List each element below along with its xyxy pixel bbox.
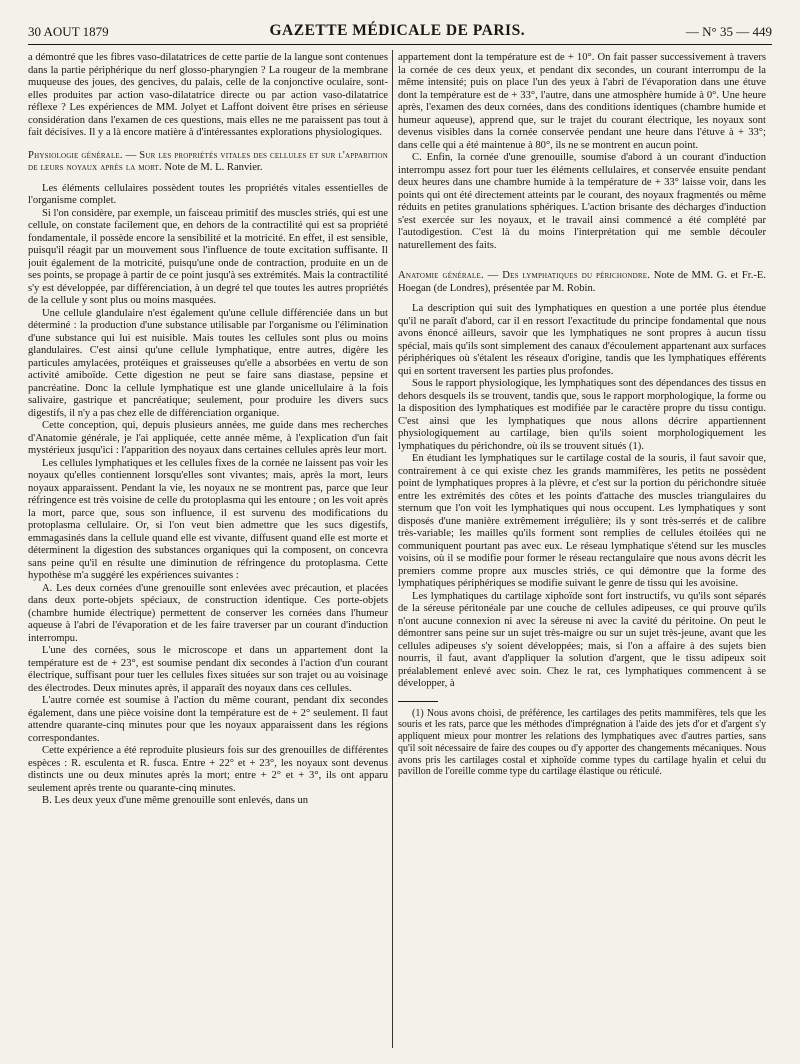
paragraph: Les lymphatiques du cartilage xiphoïde sont fort instructifs, vu qu'ils sont séparés de la séreuse péritonéale par une couche de cellules adipeuses, ce qui prouve qu'ils n'ont aucune connexion ni avec la séreuse ni avec la cavité du péritoine. On peut le démontrer sans peine sur un sujet très-maigre ou sur un sujet très-jeune, avant que les cellules adipeuses s'y soient développées; mais, si l'on a affaire à des sujets bien nourris, il faut, avant d'appliquer la solution d'argent, que le tissu adipeux soit préalablement enlevé avec soin. Chez le rat, ces lymphatiques commencent à se développer, à: [398, 590, 766, 689]
paragraph: appartement dont la température est de + 10°. On fait passer successivement à travers la cornée de ces deux yeux, et pendant dix secondes, un courant interrompu de la même intensité; puis on place l'un des yeux à l'abri de l'évaporation dans une étuve dont la température est de + 33°, l'autre, dans une atmosphère humide à 0°. Une heure après, l'examen des deux cornées, dans des conditions identiques (chambre humide et humeur aqueuse), apprend que, sur le trajet du courant électrique, les noyaux sont devenus visibles dans la cornée conservée pendant une heure dans l'étuve à + 33°; dans celle qui a été maintenue à 80°, ils ne se montrent en aucun point.: [398, 52, 766, 151]
paragraph: L'autre cornée est soumise à l'action du même courant, pendant dix secondes également, dans une pièce voisine dont la température est de + 2° seulement. Il faut attendre quarante-cinq minutes pour que les noyaux apparaissent dans les régions correspondantes.: [28, 695, 388, 744]
issue-date: 30 AOUT 1879: [28, 24, 109, 39]
paragraph: Sous le rapport physiologique, les lymphatiques sont des dépendances des tissus en dehors desquels ils se trouvent, tandis que, sous le rapport morphologique, la forme ou la disposition des lymphatiques est modifiée par le caractère propre du tissu contigu. C'est ainsi que les lymphatiques que nous allons décrire appartiennent physiologiquement au cartilage, bien qu'ils soient morphologiquement les lymphatiques du périchondre, où ils se trouvent situés (1).: [398, 378, 766, 452]
section-title: Anatomie générale. — Des lymphatiques du périchondre.: [398, 270, 651, 281]
left-column: [28, 52, 388, 1050]
issue-number-and-page: [686, 24, 772, 40]
paragraph: Les éléments cellulaires possèdent toutes les propriétés vitales essentielles de l'organisme complet.: [28, 182, 388, 206]
paragraph: L'une des cornées, sous le microscope et dans un appartement dont la température est de + 23°, est soumise pendant dix secondes à l'action d'un courant électrique, suffisant pour tuer les cellules fixes situées sur son trajet ou au voisinage des électrodes. Deux minutes après, il apparaît des noyaux dans ces cellules.: [28, 645, 388, 694]
section-note: Note de M. L. Ranvier.: [164, 162, 263, 173]
footnote: (1) Nous avons choisi, de préférence, les cartilages des petits mammifères, tels que les souris et les rats, parce que les méthodes d'imprégnation à l'aide des jets d'or et d'argent s'y appliquent mieux pour montrer les relations des lymphatiques avec d'autres parties, sans qu'il soit nécessaire de faire des coupes ou d'y apporter des changements mécaniques. Nous avons pris les cartilages costal et xiphoïde comme types du cartilage hyalin et celui du pavillon de l'oreille comme type du cartilage élastique ou réticulé.: [398, 707, 766, 778]
paragraph: A. Les deux cornées d'une grenouille sont enlevées avec précaution, et placées dans deux porte-objets spéciaux, de construction identique. Ces porte-objets (chambre humide électrique) permettent de conserver les cornées dans l'humeur aqueuse à l'abri de l'évaporation et de les faire traverser par un courant d'induction interrompu.: [28, 582, 388, 644]
section-heading: [28, 150, 388, 175]
paragraph: Cette expérience a été reproduite plusieurs fois sur des grenouilles de différentes espèces : R. esculenta et R. fusca. Entre + 22° et + 23°, les noyaux sont devenus distincts une ou deux minutes après la mort; entre + 2° et + 3°, ils ont apparu seulement après trente ou quarante-cinq minutes.: [28, 745, 388, 794]
paragraph: Cette conception, qui, depuis plusieurs années, me guide dans mes recherches d'Anatomie générale, je l'ai appliquée, cette année même, à l'explication d'un fait mystérieux jusqu'ici : l'apparition des noyaux dans certaines cellules après leur mort.: [28, 420, 388, 456]
section-note: Note de MM. G. et Fr.-E. Hoegan (de Londres), présentée par M. Robin.: [398, 270, 766, 294]
page-number: 449: [752, 24, 772, 39]
right-column: [398, 52, 766, 1050]
footnote-rule: [398, 701, 438, 702]
paragraph: B. Les deux yeux d'une même grenouille sont enlevés, dans un: [42, 795, 309, 806]
paragraph: En étudiant les lymphatiques sur le cartilage costal de la souris, il faut savoir que, contrairement à ce qui existe chez les grands mammifères, les petits ne possèdent point de lymphatiques propres à la plèvre, et c'est sur la portion du périchondre située entre les extrémités des côtes et les points d'attache des muscles triangulaires du sternum que l'on voit les lymphatiques qui nous occupent. Les lymphatiques y sont disposés d'une manière extrêmement irrégulière; ils y sont très-serrés et de calibre très-variable; les mailles qu'ils forment sont remplies de cellules étoilées qui ne communiquent pourtant pas avec eux. Le réseau lymphatique s'étend sur les muscles voisins, où il se modifie pour former le réseau rectangulaire que nous avons décrit les premiers comme propre aux muscles striés, ce qui démontre que la forme des lymphatiques périphériques se modifie suivant le genre de tissu qui les avoisine.: [398, 453, 766, 589]
section-heading: [398, 270, 766, 295]
paragraph: La description qui suit des lymphatiques en question a une portée plus étendue qu'il ne paraît d'abord, car il en ressort l'exactitude du principe fondamental que nous avons énoncé ailleurs, savoir que les lymphatiques ne sont propres à aucun tissu spécial, mais qu'ils sont simplement des canaux d'écoulement appartenant aux surfaces périphériques où s'étalent les réseaux d'origine, tandis que les lymphatiques efférents qui en sortent traversent les parties plus profondes.: [398, 303, 766, 377]
paragraph: Si l'on considère, par exemple, un faisceau primitif des muscles striés, qui est une cellule, on constate facilement que, en dehors de la contractilité qui est sa propriété fondamentale, il possède encore la sensibilité et la motricité. En effet, il est sensible, puisqu'il réagit par un mouvement sous l'influence de toute excitation suffisante. Il jouit également de la motricité, puisqu'une onde de contraction, produite en un de ses points, se propage à partir de ce point jusqu'à ses extrémités. Mais la contractilité s'y est développée, par différenciation, à un degré tel que toutes les autres propriétés de la cellule y sont plus ou moins masquées.: [28, 207, 388, 306]
column-divider: [392, 50, 393, 1048]
paragraph: a démontré que les fibres vaso-dilatatrices de cette partie de la langue sont contenues dans la partie périphérique du nerf glosso-pharyngien ? La rougeur de la membrane muqueuse des joues, des gencives, du palais, celle de la conjonctive oculaire, sont-elles produites par action vaso-dilatatrice directe ou par action vaso-dilatatrice réflexe ? Les expériences de MM. Jolyet et Laffont doivent être prises en sérieuse considération dans l'examen de ces questions, mais elles ne me paraissent pas tout à fait décisives. Il y a là encore matière à d'intéressantes explorations physiologiques.: [28, 52, 388, 138]
paragraph: Les cellules lymphatiques et les cellules fixes de la cornée ne laissent pas voir les noyaux qu'elles contiennent lorsqu'elles sont vivantes; mais, après la mort, leurs noyaux apparaissent. Pendant la vie, les noyaux ne se montrent pas, parce que leur réfringence est très voisine de celle du protoplasma qui les entoure ; on les voit après la mort, parce que, sous son influence, il est survenu des modifications du protoplasma cellulaire. Or, si l'on veut bien admettre que les sucs digestifs, emmagasinés dans la cellule quand elle est vivante, diffusent quand elle est morte et déterminent la digestion des substances organiques qui la composent, on concevra sans peine qu'il en résulte une diminution de réfringence du protoplasma. Cette hypothèse m'a suggéré les expériences suivantes :: [28, 457, 388, 581]
section-title: Physiologie générale. — Sur les propriétés vitales des cellules et sur l'apparition de leurs noyaux après la mort.: [28, 149, 388, 173]
issue-number: — N° 35 —: [685, 24, 750, 39]
paragraph: C. Enfin, la cornée d'une grenouille, soumise d'abord à un courant d'induction interrompu assez fort pour tuer les éléments cellulaires, et conservée ensuite pendant deux heures dans une chambre humide à la température de + 33° laisse voir, dans les points qui ont été directement atteints par le courant, des noyaux fragmentés ou même réduits en petites granulations sphériques. L'action brisante des décharges d'induction s'est exercée sur les noyaux, et le travail ainsi commencé a été complété par l'autodigestion. C'est là du moins l'interprétation qui me semble découler naturellement des faits.: [398, 152, 766, 251]
journal-title: GAZETTE MÉDICALE DE PARIS.: [269, 22, 526, 39]
page-header: [28, 14, 772, 45]
paragraph: Une cellule glandulaire n'est également qu'une cellule différenciée dans un but déterminé : la production d'une substance utilisable par l'organisme ou l'élimination d'une substance qui lui est nuisible. Mais toutes les cellules sont plus ou moins glandulaires. C'est ainsi qu'une cellule lymphatique, entre autres, digère les particules amylacées, protéiques et graisseuses qu'elle a absorbées en vertu de son activité amiboïde. Cette digestion ne peut se faire sans diastase, pepsine et pancréatine. Donc la cellule lymphatique est une glande unicellulaire à la fois salivaire, gastrique et pancréatique; seulement, pour produire les divers sucs digestifs, il n'y a pas chez elle de différenciation organique.: [28, 307, 388, 419]
